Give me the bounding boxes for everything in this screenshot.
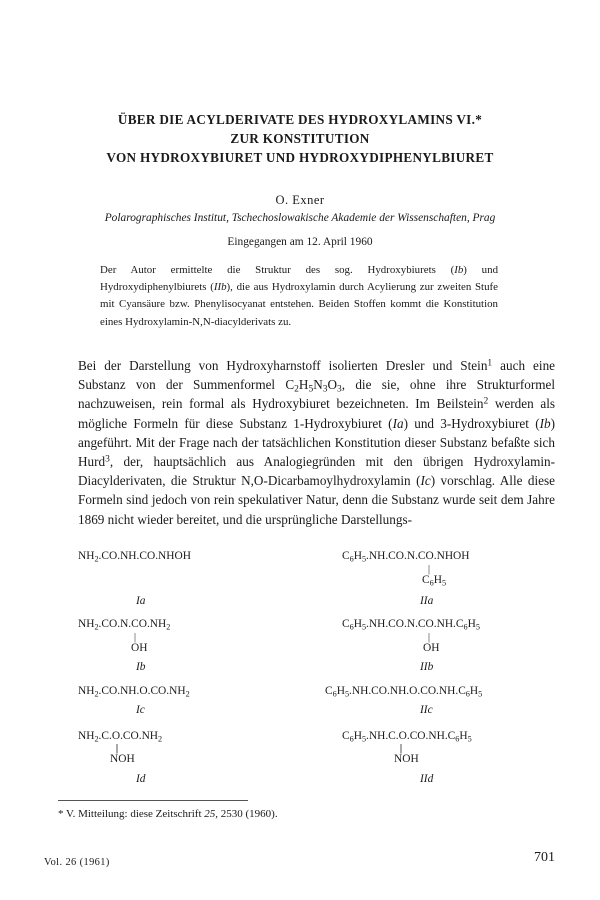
footnote-ref-1: 1 [487, 358, 493, 369]
branch-IId: NOH [394, 753, 419, 765]
formula-IId: $C_6H_5.NH.C.O.CO.NH.C_6H_5$ [342, 730, 472, 744]
bond-Ib: | [134, 632, 137, 643]
label-IIb: IIb [420, 661, 434, 673]
page-number: 701 [534, 850, 555, 865]
footnote-divider [58, 800, 248, 801]
label-Ic: Ic [136, 704, 145, 716]
title-line-2: ZUR KONSTITUTION [230, 131, 370, 146]
label-IIc: IIc [420, 704, 433, 716]
structural-formulas [60, 548, 580, 788]
body-paragraph: Bei der Darstellung von Hydroxyharnstoff isolierten Dresler und Stein$^1$ auch eine Substanz von der Summenformel $C_2H_5N_3O_3$, die sie, ohne ihre Strukturformel nachzuweisen, rein formal als Hydroxybiuret bezeichneten. Im Beilstein$^2$ werden als mögliche Formeln für diese Substanz 1-Hydroxybiuret (Ia) und 3-Hydroxybiuret (Ib) angeführt. Mit der Frage nach der tatsächlichen Konstitution dieser Substanz befaßte sich Hurd$^3$, der, hauptsächlich aus Analogiegründen mit den übrigen Hydroxylamin-Diacylderivaten, die Struktur N,O-Dicarbamoylhydroxylamin (Ic) vorschlag. Alle diese Formeln sind jedoch von rein spekulativer Natur, denn die Substanz wurde seit dem Jahre 1869 nicht wieder bereitet, und die ursprüngliche Darstellungs- [78, 358, 556, 527]
formula-Ia: $NH_2.CO.NH.CO.NHOH$ [78, 550, 191, 564]
footnote: * V. Mitteilung: diese Zeitschrift 25, 2530 (1960). [58, 808, 278, 820]
formula-Ic: $NH_2.CO.NH.O.CO.NH_2$ [78, 685, 190, 699]
ref-IIb: IIb [213, 281, 227, 294]
branch-Ib: OH [131, 642, 148, 654]
label-Id: Id [136, 773, 146, 785]
abstract: Der Autor ermittelte die Struktur des sog. Hydroxybiurets (Ib) und Hydroxydiphenylbiurets (IIb), die aus Hydroxylamin durch Acylierung zur zweiten Stufe mit Cyansäure bzw. Phenylisocyanat entstehen. Beiden Stoffen kommt die Konstitution eines Hydroxylamin-N,N-diacylderivats zu. [100, 264, 499, 328]
sum-formula: $C_2H_5N_3O_3$ [285, 377, 342, 395]
branch-Id: NOH [110, 753, 135, 765]
label-Ia: Ia [136, 595, 146, 607]
title-line-3: VON HYDROXYBIURET UND HYDROXYDIPHENYLBIURET [106, 150, 494, 165]
label-IIa: IIa [420, 595, 434, 607]
author-affiliation: Polarographisches Institut, Tschechoslowakische Akademie der Wissenschaften, Prag [104, 212, 496, 224]
formula-IIa: $C_6H_5.NH.CO.N.CO.NHOH$ [342, 550, 470, 564]
branch-IIa: $C_6H_5$ [422, 574, 447, 588]
article-title [40, 110, 560, 167]
label-IId: IId [420, 773, 434, 785]
received-date: Eingegangen am 12. April 1960 [227, 236, 373, 248]
formula-Id: $NH_2.C.O.CO.NH_2$ [78, 730, 163, 744]
footnote-ref-2: 2 [483, 397, 489, 408]
ref-Ib: Ib [454, 264, 464, 276]
label-Ib: Ib [136, 661, 146, 673]
branch-IIb: OH [423, 642, 440, 654]
formula-IIc: $C_6H_5.NH.CO.NH.O.CO.NH.C_6H_5$ [325, 685, 483, 699]
author-name: O. Exner [275, 193, 325, 207]
formula-Ib: $NH_2.CO.N.CO.NH_2$ [78, 618, 171, 632]
bond-IIb: | [428, 632, 431, 643]
formula-IIb: $C_6H_5.NH.CO.N.CO.NH.C_6H_5$ [342, 618, 480, 632]
title-line-1: ÜBER DIE ACYLDERIVATE DES HYDROXYLAMINS VI.* [117, 112, 483, 127]
journal-volume: Vol. 26 (1961) [44, 857, 110, 868]
footnote-ref-3: 3 [105, 454, 110, 465]
bond-IIa: | [428, 564, 431, 575]
